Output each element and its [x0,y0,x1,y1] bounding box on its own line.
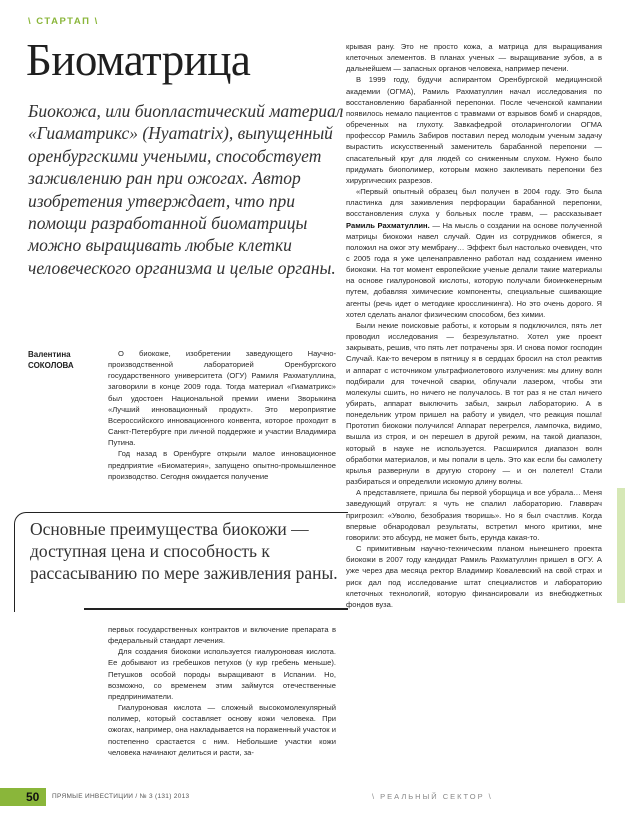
paragraph: Для создания биокожи используется гиалуроновая кислота. Ее добывают из гребешков петухов (у кур гребень меньше). Петушков особой породы выращивают в Испании. Но, возможно, со временем этим займутся отечественные предприниматели. [108,647,336,701]
paragraph: В 1999 году, будучи аспирантом Оренбургской медицинской академии (ОГМА), Рамиль Рахматуллин начал исследования по восстановлению барабанной перепонки. После чеченской кампании появилось немало пациентов с травмами от взрывов бомб и снарядов, обреченных на глухоту. Завкафедрой отоларингологии ОГМА профессор Рамиль Забиров поставил перед молодым ученым задачу вырастить искусственный заменитель барабанной перепонки — спасательный круг для людей со сниженным слухом. Нужно было придумать биополимер, которым можно заклеивать перепонки без хирургических разрезов. [346,75,602,185]
pull-quote [14,512,348,612]
paragraph [346,186,602,320]
paragraph: О биокоже, изобретении заведующего Научно-производственной лабораторией Оренбургского государственного университета (ОГУ) Рамиля Рахматуллина, заговорили в конце 2009 года. Тогда материал «Гиаматрикс» был удостоен Национальной премии имени Зворыкина «Лучший инновационный продукт». Это мероприятие Всероссийского инновационного конвента, которое проходит в Санкт-Петербурге при личной поддержке и участии Владимира Путина. [108,349,336,448]
section-rubric: \ СТАРТАП \ [28,16,99,27]
decorative-bar [617,488,625,603]
paragraph: С примитивным научно-техническим планом нынешнего проекта биокожи в 2007 году кандидат Рамиль Рахматуллин пришел в ОГУ. А уже через два месяца ректор Владимир Ковалевский на свой страх и риск дал под исследование штат специалистов и лабораторию клеточных технологий, которую финансировали из внебюджетных фондов вуза. [346,544,602,609]
article-title: Биоматрица [26,35,251,85]
magazine-issue: ПРЯМЫЕ ИНВЕСТИЦИИ / № 3 (131) 2013 [52,793,190,800]
author-first-name: Валентина [28,350,71,359]
paragraph: А представляете, пришла бы первой уборщица и все убрала… Меня заведующий отругал: я чуть не спалил лабораторию. Главврач пригрозил: «Уволю, безобразия творишь». Но я был счастлив. Когда впервые обнародовал результаты, встретил много критики, мне говорили: это абсурд, не может быть, ерунда какая-то. [346,488,602,542]
paragraph: Гиалуроновая кислота — сложный высокомолекулярный полимер, который составляет основу кожи человека. При ожогах, например, она накладывается на пораженный участок и постепенно срастается с ним. Небольшие участки кожи человека начинают делиться и расти, за- [108,703,336,757]
pull-quote-text: Основные преимущества биокожи — доступная цена и способность к рассасыванию по мере заживления раны. [30,519,338,584]
article-lead: Биокожа, или биопластический материал «Гиаматрикс» (Hyamatrix), выпущенный оренбургскими учеными, способствует заживлению ран при ожогах. Автор изобретения утверждает, что при помощи разработанной биоматрицы можно выращивать любые клетки человеческого организма и целые органы. [28,101,344,278]
paragraph: первых государственных контрактов и включение препарата в федеральный стандарт лечения. [108,625,336,646]
page-number-badge [0,788,46,806]
column-1-bottom [108,624,336,758]
paragraph: крывая рану. Это не просто кожа, а матрица для выращивания клеточных элементов. В планах ученых — выращивание зубов, а в дальнейшем — запасных органов человека, например печени. [346,42,602,74]
page-footer [0,788,630,808]
author-last-name: СОКОЛОВА [28,361,74,370]
page-number: 50 [26,790,40,804]
column-2 [346,41,602,610]
author-byline [28,349,100,371]
quote-text: — На мысль о создании на основе полученной матрицы биокожи навел случай. Один из сотрудников обжегся, я положил на ожог эту мембрану… Эффект был настолько очевиден, что с 2005 года я уже целенаправленно работал над созданием именно биокожи. На тот момент европейские ученые делали такие материалы на основе гиалуроновой кислоты, которую получали биоинженерным путем, добавляя химические компоненты, специальные сшивающие агенты (речь идет о методике кросслинкинга). Но это очень дорого. Я хотел сделать аналог физическим способом, без химии. [346,220,602,319]
column-1-top [108,348,336,482]
paragraph: Были некие поисковые работы, к которым я подключился, пять лет проводил исследования — безрезультатно. Хотел уже проект закрывать, решив, что пять лет потрачены зря. И снова помог господин Случай. Как-то вечером в пятницу я в сердцах бросил на стол реактив и аппарат с источником ультрафиолетового излучения: мы длину волн подбирали для точечной сварки, облучали лазером, чтобы эти молекулы сшить, но ничего не получалось. В тот раз я не стал ничего убирать, аппарат выключить забыл, закрыл лабораторию. А в понедельник утром пришел на работу и увидел, что реакция пошла! Прототип биокожи получился! Аппарат перегрелся, лампочка, видимо, вышла из строя, и он перешел в другой режим, на такой диапазон, который в науке не используется. Расширился диапазон волн обработки материалов, и мы попали в цель. Это как если бы самолету крылья развернули в другую сторону — и он полетел! Стали разбираться и определили искомую длину волны. [346,320,602,487]
pull-quote-underline [84,608,348,610]
paragraph: Год назад в Оренбурге открыли малое инновационное предприятие «Биоматерия», запущено опытно-промышленное производство. Сегодня ожидается получение [108,449,336,481]
footer-section: \ РЕАЛЬНЫЙ СЕКТОР \ [372,792,493,801]
quote-text: «Первый опытный образец был получен в 2004 году. Это была пластинка для заживления перфорации барабанной перепонки, восстановления слуха у больных после травм, — рассказывает [346,187,602,219]
speaker-name: Рамиль Рахматуллин. [346,220,430,230]
